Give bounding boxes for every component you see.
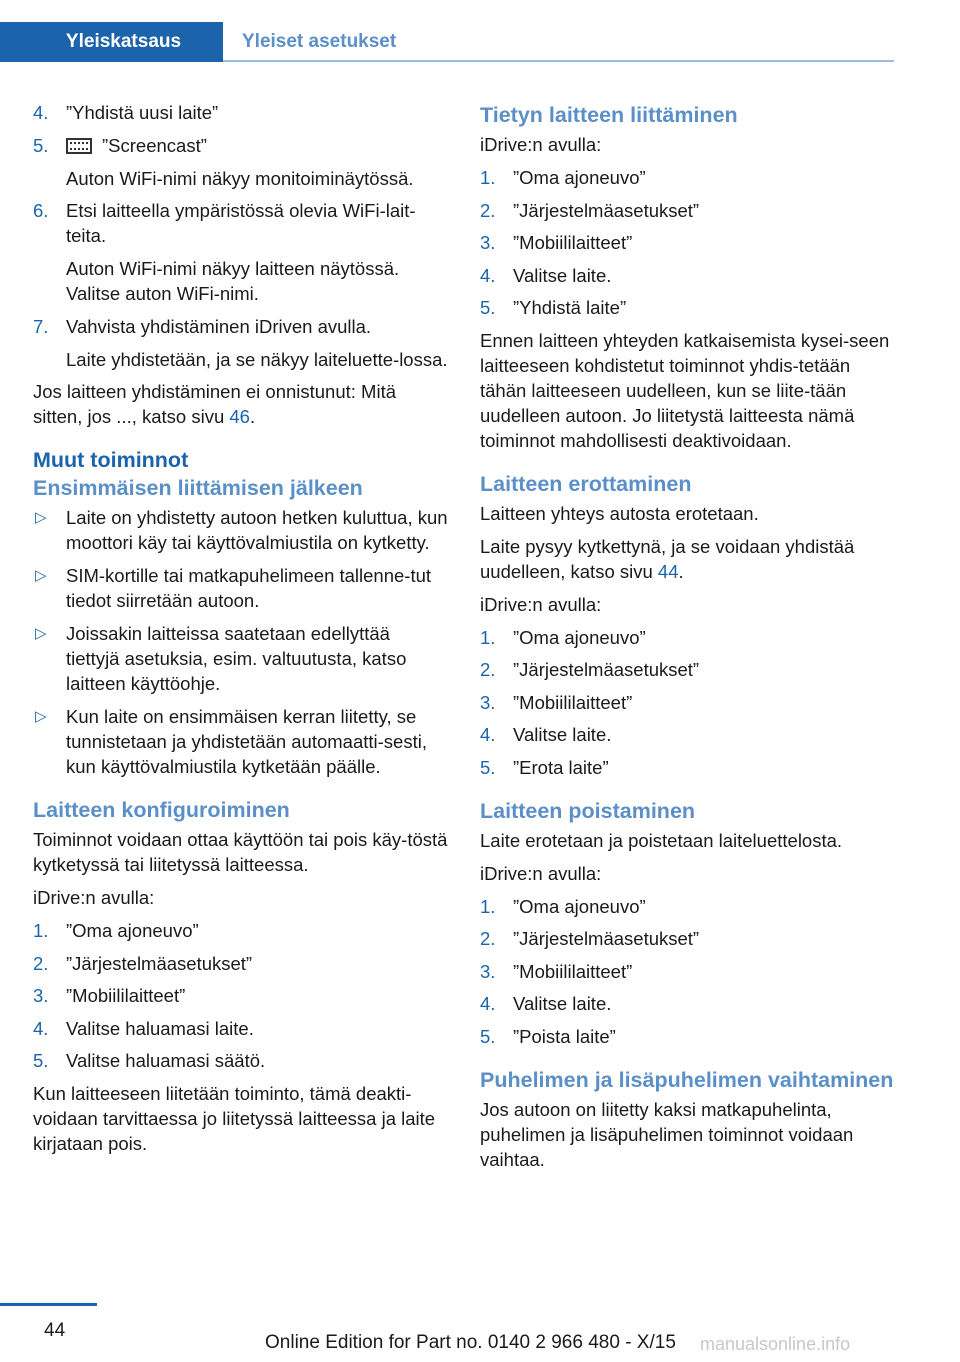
step-number: 7. [33, 315, 49, 337]
bullet-text: SIM-kortille tai matkapuhelimeen tallenne‐tut tiedot siirretään autoon. [66, 565, 432, 611]
step-number: 3. [480, 232, 496, 253]
page-header [0, 0, 894, 62]
list-item [480, 165, 898, 190]
step-text: ”Järjestelmäasetukset” [66, 952, 253, 974]
list-item [480, 230, 898, 255]
list-item [480, 926, 898, 951]
step-text: Valitse laite. [513, 993, 612, 1014]
disconnect-steps-list [480, 625, 898, 780]
list-item [33, 1016, 448, 1041]
step-number: 1. [480, 626, 496, 648]
idrive-label: iDrive:n avulla: [480, 862, 602, 884]
step-number: 2. [480, 199, 496, 221]
step-text: Vahvista yhdistäminen iDriven avulla. [66, 315, 372, 337]
list-item [33, 621, 448, 696]
step-number: 1. [480, 167, 496, 188]
list-item [33, 704, 448, 779]
subheading-after-first-connection: Ensimmäisen liittämisen jälkeen [33, 476, 363, 500]
list-item [33, 198, 448, 306]
list-item [480, 263, 898, 288]
list-item [480, 991, 898, 1016]
disconnect-paragraph-2 [480, 534, 898, 584]
subheading-disconnect-device: Laitteen erottaminen [480, 471, 692, 496]
list-item [480, 625, 898, 650]
config-end-paragraph: Kun laitteeseen liitetään toiminto, tämä deakti‐voidaan tarvittaessa jo liitetyssä laitteessa ja laite kirjataan pois. [33, 1082, 436, 1154]
list-item [480, 690, 898, 715]
paragraph-end: . [678, 560, 684, 582]
disconnect-paragraph-1: Laitteen yhteys autosta erotetaan. [480, 502, 759, 524]
step-text: ”Screencast” [102, 134, 207, 156]
list-item [33, 983, 448, 1008]
step-number: 3. [480, 960, 496, 982]
page-number: 44 [44, 1320, 66, 1341]
step-number: 4. [480, 993, 496, 1014]
steps-list-a [33, 100, 448, 372]
list-item [33, 505, 448, 555]
watermark: manualsonline.info [700, 1334, 851, 1354]
step-number: 5. [480, 297, 496, 318]
page-link-46[interactable]: 46 [229, 406, 250, 427]
list-item [480, 894, 898, 919]
edition-footer: Online Edition for Part no. 0140 2 966 480 - X/15 [265, 1332, 676, 1353]
step-number: 3. [480, 691, 496, 713]
idrive-label: iDrive:n avulla: [480, 593, 602, 615]
step-text: Valitse haluamasi laite. [66, 1017, 254, 1039]
subheading-configure-device: Laitteen konfiguroiminen [33, 798, 290, 822]
step-text: ”Oma ajoneuvo” [513, 626, 646, 648]
list-item [480, 198, 898, 223]
list-item [33, 563, 448, 613]
triangle-bullet-icon: ▷ [35, 708, 47, 725]
step-number: 5. [480, 756, 496, 778]
step-text: ”Järjestelmäasetukset” [513, 199, 700, 221]
switch-paragraph: Jos autoon on liitetty kaksi matkapuhelinta, puhelimen ja lisäpuhelimen toiminnot voidaan vaihtaa. [480, 1098, 854, 1170]
section-heading-other-functions: Muut toiminnot [33, 448, 189, 472]
step-text: ”Mobiililaitteet” [513, 691, 633, 713]
idrive-label: iDrive:n avulla: [33, 887, 155, 908]
step-number: 2. [33, 952, 49, 974]
step-number: 6. [33, 200, 49, 221]
step-note: Laite yhdistetään, ja se näkyy laiteluette‐lossa. [66, 348, 448, 370]
config-steps-list [33, 918, 448, 1073]
step-text: ”Erota laite” [513, 756, 609, 778]
list-item [33, 1048, 448, 1073]
config-paragraph: Toiminnot voidaan ottaa käyttöön tai pois käy‐töstä kytketyssä tai liitetyssä laitteessa. [33, 829, 448, 875]
triangle-bullet-icon: ▷ [35, 509, 47, 526]
list-item [480, 1024, 898, 1049]
step-number: 2. [480, 659, 496, 680]
step-text: ”Poista laite” [513, 1025, 616, 1047]
step-number: 1. [480, 895, 496, 917]
connect-steps-list [480, 165, 898, 320]
list-item [480, 295, 898, 320]
list-item [33, 314, 448, 372]
step-number: 4. [480, 264, 496, 286]
list-item [33, 951, 448, 976]
remove-steps-list [480, 894, 898, 1049]
step-text: ”Mobiililaitteet” [513, 960, 633, 982]
step-number: 5. [480, 1025, 496, 1047]
step-number: 4. [33, 102, 49, 123]
triangle-bullet-icon: ▷ [35, 567, 47, 584]
tab-general-settings[interactable]: Yleiset asetukset [242, 31, 397, 52]
step-text: ”Järjestelmäasetukset” [513, 659, 700, 680]
connection-failed-paragraph [33, 379, 448, 429]
step-text: Valitse laite. [513, 264, 612, 286]
step-text: ”Yhdistä laite” [513, 297, 627, 318]
subheading-connect-device: Tietyn laitteen liittäminen [480, 103, 738, 127]
idrive-label: iDrive:n avulla: [480, 134, 602, 155]
step-text: ”Yhdistä uusi laite” [66, 102, 219, 123]
list-item [480, 657, 898, 682]
step-number: 2. [480, 928, 496, 949]
step-text: ”Mobiililaitteet” [66, 985, 186, 1006]
list-item [480, 959, 898, 984]
screencast-icon [66, 138, 92, 154]
step-text: Valitse laite. [513, 724, 612, 745]
list-item [33, 133, 448, 191]
right-column [480, 100, 898, 1180]
tab-overview[interactable]: Yleiskatsaus [0, 22, 223, 62]
left-column [33, 100, 448, 1164]
subheading-remove-device: Laitteen poistaminen [480, 798, 696, 823]
step-number: 4. [33, 1017, 49, 1039]
list-item [33, 918, 448, 943]
step-number: 1. [33, 920, 49, 941]
step-text: ”Oma ajoneuvo” [66, 920, 199, 941]
remove-paragraph: Laite erotetaan ja poistetaan laiteluettelosta. [480, 829, 843, 851]
bullet-text: Laite on yhdistetty autoon hetken kuluttua, kun moottori käy tai käyttövalmiustila on kytketty. [66, 507, 448, 553]
list-item [480, 755, 898, 780]
paragraph-text: Laite pysyy kytkettynä, ja se voidaan yhdistää uudelleen, katso sivu [480, 535, 855, 582]
paragraph-text: Jos laitteen yhdistäminen ei onnistunut: Mitä sitten, jos ..., katso sivu [33, 381, 397, 427]
step-number: 5. [33, 134, 49, 156]
step-number: 4. [480, 724, 496, 745]
step-text: Valitse haluamasi säätö. [66, 1050, 266, 1071]
step-text: ”Järjestelmäasetukset” [513, 928, 700, 949]
list-item [480, 722, 898, 747]
subheading-switch-phones: Puhelimen ja lisäpuhelimen vaihtaminen [480, 1067, 894, 1092]
step-text: ”Oma ajoneuvo” [513, 895, 646, 917]
paragraph-end: . [249, 406, 256, 427]
step-text: Etsi laitteella ympäristössä olevia WiFi-lait‐teita. [66, 200, 416, 246]
step-text: ”Oma ajoneuvo” [513, 167, 646, 188]
connect-paragraph: Ennen laitteen yhteyden katkaisemista kysei‐seen laitteeseen kohdistetut toiminnot yhdis‐tetään tähän laitteeseen uudelleen, kun se liite‐tään uudelleen autoon. Jo liitetystä laitteesta nämä toiminnot mahdollisesti deaktivoidaan. [480, 329, 890, 451]
bullet-list [33, 505, 448, 779]
footer-divider [0, 1303, 97, 1306]
header-divider [223, 60, 894, 62]
page-link-44[interactable]: 44 [657, 560, 679, 582]
step-number: 5. [33, 1050, 49, 1071]
triangle-bullet-icon: ▷ [35, 625, 47, 642]
list-item [33, 100, 448, 125]
step-note: Auton WiFi-nimi näkyy laitteen näytössä. Valitse auton WiFi-nimi. [66, 258, 400, 304]
step-number: 3. [33, 985, 49, 1006]
step-note: Auton WiFi-nimi näkyy monitoiminäytössä. [66, 167, 414, 189]
bullet-text: Joissakin laitteissa saatetaan edellyttää tiettyjä asetuksia, esim. valtuutusta, katso laitteen käyttöohje. [66, 623, 407, 694]
step-text: ”Mobiililaitteet” [513, 232, 633, 253]
bullet-text: Kun laite on ensimmäisen kerran liitetty, se tunnistetaan ja yhdistetään automaatti‐sesti, kun käyttövalmiustila kytketään päälle. [66, 706, 427, 777]
